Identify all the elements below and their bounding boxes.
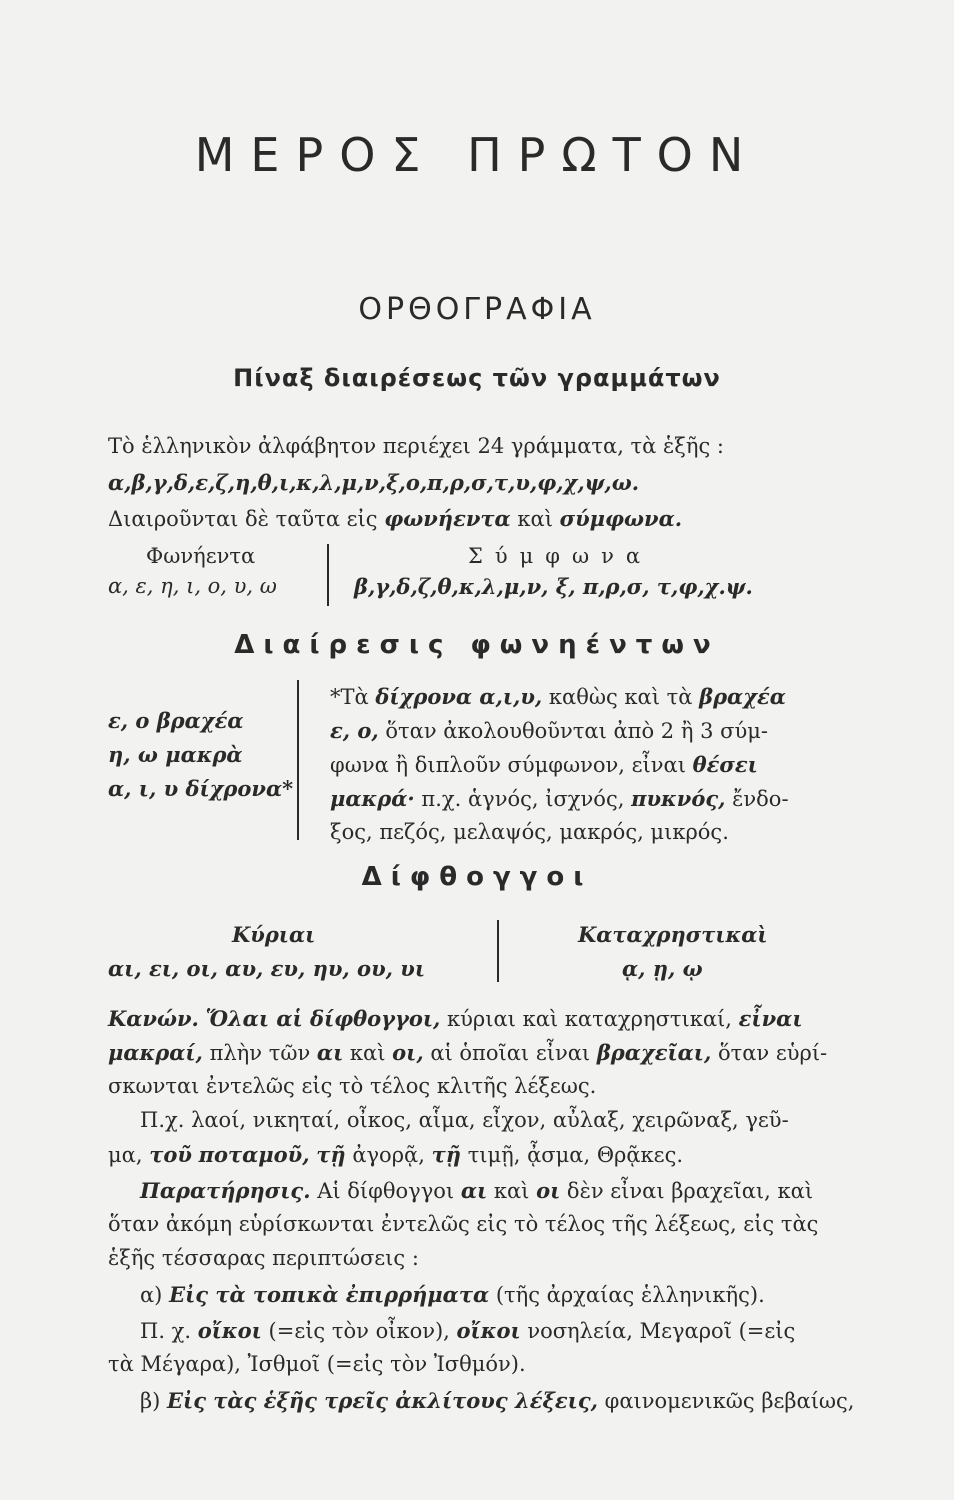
intro-and: καὶ: [517, 507, 553, 531]
remark-text: καὶ: [493, 1179, 530, 1203]
intro-line-3: [108, 506, 682, 531]
note-line-2: [330, 718, 768, 743]
remark-text: φαινομενικῶς βεβαίως,: [604, 1389, 855, 1413]
rule-term: ποταμοῦ,: [198, 1142, 310, 1167]
remark-text: (τῆς ἀρχαίας ἑλληνικῆς).: [495, 1283, 765, 1307]
consonants-list: β,γ,δ,ζ,θ,κ,λ,μ,ν, ξ, π,ρ,σ, τ,φ,χ.ψ.: [354, 574, 753, 599]
note-line-1: [330, 684, 786, 709]
vowels-header: Φωνήεντα: [146, 544, 256, 568]
part-title: ΜΕΡΟΣ ΠΡΩΤΟΝ: [194, 128, 760, 182]
remark-term: οἴκοι: [197, 1318, 262, 1343]
vowel-divider: [297, 680, 299, 840]
remark-term: Εἰς τὰς ἑξῆς τρεῖς ἀκλίτους λέξεις,: [167, 1388, 598, 1413]
rule-text: τιμῇ, ᾆσμα, Θρᾷκες.: [467, 1143, 683, 1167]
intro-text: Διαιροῦνται δὲ ταῦτα εἰς: [108, 507, 378, 531]
note-term: δίχρονα α,ι,υ,: [375, 684, 543, 709]
remark-text: Π. χ.: [140, 1319, 192, 1343]
rule-text: μα,: [108, 1143, 143, 1167]
remark-text: β): [140, 1389, 161, 1413]
rule-text: οἶκος, αἷμα, εἶχον, αὖλαξ, χειρῶναξ, γεῦ-: [346, 1108, 789, 1132]
rule-text: καὶ: [349, 1041, 386, 1065]
note-text: φωνα ἢ διπλοῦν σύμφωνον, εἶναι: [330, 753, 686, 777]
remark-term: αι: [460, 1178, 488, 1203]
vowel-short: ε, ο βραχέα: [108, 708, 244, 733]
note-text: καθὼς καὶ τὰ: [548, 685, 693, 709]
remark-text: νοσηλεία, Μεγαροῖ (=εἰς: [527, 1319, 796, 1343]
term-vowels: φωνήεντα: [384, 506, 511, 531]
note-text: ἔνδο-: [732, 787, 789, 811]
rule-term: αι: [316, 1040, 344, 1065]
consonants-header: Σύμφωνα: [468, 544, 653, 568]
note-line-3: [330, 752, 758, 777]
rule-term: τῇ: [316, 1142, 346, 1167]
rule-example-2: [108, 1142, 683, 1167]
remark-term: Εἰς τὰ τοπικὰ ἐπιρρήματα: [169, 1282, 490, 1307]
note-line-4: [330, 786, 789, 811]
note-text: ἁγνός, ἰσχνός,: [467, 787, 625, 811]
remark-case-a: [140, 1282, 765, 1307]
subtitle: Πίναξ διαιρέσεως τῶν γραμμάτων: [233, 364, 721, 392]
proper-header: Κύριαι: [232, 922, 316, 947]
remark-line-3: ἑξῆς τέσσαρας περιπτώσεις :: [108, 1246, 419, 1270]
remark-text: Αἱ δίφθογγοι: [317, 1179, 455, 1203]
rule-text: κύριαι καὶ καταχρηστικαί,: [447, 1007, 732, 1031]
improper-header: Καταχρηστικαὶ: [578, 922, 768, 947]
remark-text: α): [140, 1283, 163, 1307]
alphabet-line: α,β,γ,δ,ε,ζ,η,θ,ι,κ,λ,μ,ν,ξ,ο,π,ρ,σ,τ,υ,φ,χ,ψ,ω.: [108, 470, 640, 495]
rule-label: Κανών.: [108, 1006, 199, 1031]
note-term: μακρά·: [330, 786, 415, 811]
rule-term: τῇ: [431, 1142, 461, 1167]
remark-text: (=εἰς τὸν οἶκον),: [268, 1319, 450, 1343]
remark-line-2: ὅταν ἀκόμη εὑρίσκωνται ἐντελῶς εἰς τὸ τέλος τῆς λέξεως, εἰς τὰς: [108, 1212, 819, 1236]
rule-term: μακραί,: [108, 1040, 203, 1065]
rule-line-2: [108, 1040, 827, 1065]
note-line-5: ξος, πεζός, μελαψός, μακρός, μικρός.: [330, 820, 729, 844]
rule-term: Ὅλαι αἱ δίφθογγοι,: [205, 1006, 441, 1031]
diphthongs-heading: Δίφθογγοι: [361, 862, 593, 892]
rule-text: πλὴν τῶν: [209, 1041, 311, 1065]
rule-term: βραχεῖαι,: [596, 1040, 712, 1065]
vowel-dichrona: α, ι, υ δίχρονα*: [108, 776, 294, 801]
vowel-long: η, ω μακρὰ: [108, 742, 243, 767]
note-term: βραχέα: [699, 684, 786, 709]
rule-term: τοῦ: [149, 1142, 192, 1167]
term-consonants: σύμφωνα.: [559, 506, 683, 531]
rule-text: ὅταν εὑρί-: [717, 1041, 828, 1065]
vowel-division-heading: Διαίρεσις φωνηέντων: [234, 630, 720, 660]
improper-list: ᾳ, ῃ, ῳ: [622, 956, 703, 981]
remark-term: οι: [536, 1178, 561, 1203]
rule-text: Π.χ. λαοί, νικηταί,: [140, 1108, 341, 1132]
remark-example-1: [140, 1318, 795, 1343]
vowels-list: α, ε, η, ι, ο, υ, ω: [108, 574, 277, 598]
proper-list: αι, ει, οι, αυ, ευ, ηυ, ου, υι: [108, 956, 425, 981]
rule-line-1: [108, 1006, 802, 1031]
table-divider: [327, 544, 329, 606]
remark-text: δὲν εἶναι βραχεῖαι, καὶ: [566, 1179, 814, 1203]
note-term: πυκνός,: [631, 786, 726, 811]
rule-text: ἀγορᾷ,: [352, 1143, 425, 1167]
remark-line-1: [140, 1178, 813, 1203]
intro-line-1: Τὸ ἑλληνικὸν ἀλφάβητον περιέχει 24 γράμματα, τὰ ἑξῆς :: [108, 434, 724, 458]
diphthong-divider: [497, 920, 499, 982]
rule-term: οι,: [392, 1040, 424, 1065]
rule-example-1: [140, 1108, 789, 1132]
remark-label: Παρατήρησις.: [140, 1178, 311, 1203]
note-text: π.χ.: [421, 787, 462, 811]
remark-term: οἴκοι: [456, 1318, 521, 1343]
note-text: ὅταν ἀκολουθοῦνται ἀπὸ 2 ἢ 3 σύμ-: [385, 719, 768, 743]
remark-example-2: τὰ Μέγαρα), Ἰσθμοῖ (=εἰς τὸν Ἰσθμόν).: [108, 1352, 526, 1376]
rule-term: εἶναι: [738, 1006, 803, 1031]
remark-case-b: [140, 1388, 855, 1413]
rule-text: αἱ ὁποῖαι εἶναι: [430, 1041, 591, 1065]
rule-line-3: σκωνται ἐντελῶς εἰς τὸ τέλος κλιτῆς λέξεως.: [108, 1074, 597, 1098]
note-text: *Τὰ: [330, 685, 369, 709]
section-title: ΟΡΘΟΓΡΑΦΙΑ: [358, 292, 596, 327]
note-term: ε, ο,: [330, 718, 379, 743]
note-term: θέσει: [692, 752, 758, 777]
